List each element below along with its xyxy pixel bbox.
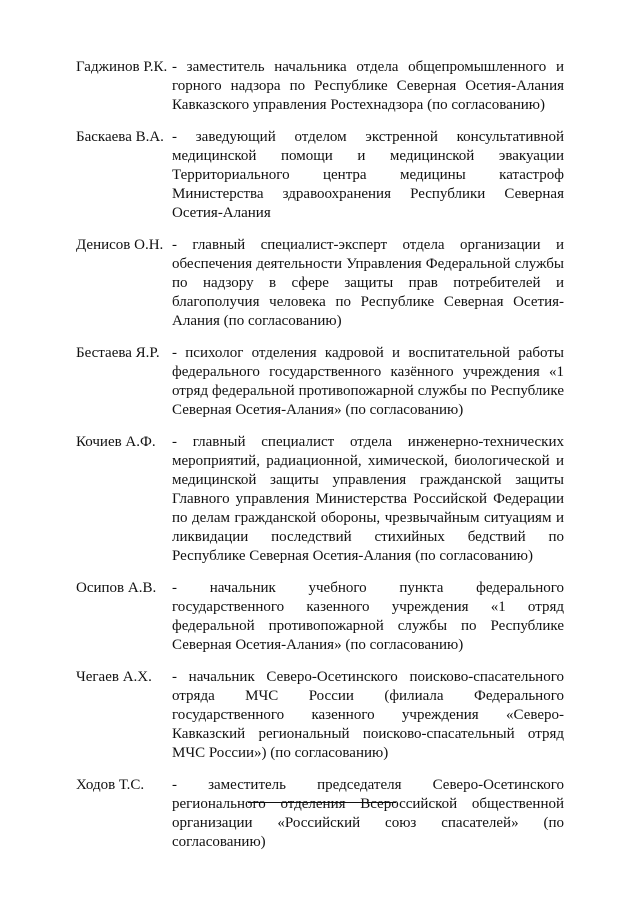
member-description: - заведующий отделом экстренной консультативной медицинской помощи и медицинской эвакуации Территориального центра медицины катастроф Министерства здравоохранения Республики Северная Осетия-Алания <box>172 129 564 221</box>
member-entry <box>76 236 564 331</box>
member-description: - начальник Северо-Осетинского поисково-спасательного отряда МЧС России (филиала Федерального государственного казенного учреждения «Северо-Кавказский региональный поисково-спасательный отряд МЧС России») (по согласованию) <box>172 669 564 761</box>
member-entry <box>76 668 564 763</box>
member-name: Бестаева Я.Р. <box>76 345 160 361</box>
member-name: Денисов О.Н. <box>76 237 164 253</box>
member-name: Гаджинов Р.К. <box>76 59 168 75</box>
member-name: Ходов Т.С. <box>76 777 145 793</box>
member-name: Кочиев А.Ф. <box>76 434 156 450</box>
member-entry <box>76 128 564 223</box>
member-description: - начальник учебного пункта федерального государственного казенного учреждения «1 отряд федеральной противопожарной службы по Республике Северная Осетия-Алания» (по согласованию) <box>172 580 564 653</box>
member-description: - психолог отделения кадровой и воспитательной работы федерального государственного казённого учреждения «1 отряд федеральной противопожарной службы по Республике Северная Осетия-Алания» (по согласованию) <box>172 345 564 418</box>
member-description: - заместитель начальника отдела общепромышленного и горного надзора по Республике Северная Осетия-Алания Кавказского управления Ростехнадзора (по согласованию) <box>172 59 564 113</box>
closing-divider-line <box>248 802 396 803</box>
member-name: Чегаев А.Х. <box>76 669 152 685</box>
member-entry <box>76 58 564 115</box>
member-description: - заместитель председателя Северо-Осетинского регионального отделения Всероссийской общественной организации «Российский союз спасателей» (по согласованию) <box>172 777 564 850</box>
member-entry <box>76 776 564 852</box>
member-description: - главный специалист-эксперт отдела организации и обеспечения деятельности Управления Федеральной службы по надзору в сфере защиты прав потребителей и благополучия человека по Республике Северная Осетия-Алания (по согласованию) <box>172 237 564 329</box>
member-list <box>76 58 564 865</box>
member-entry <box>76 433 564 566</box>
member-entry <box>76 344 564 420</box>
member-name: Баскаева В.А. <box>76 129 164 145</box>
member-entry <box>76 579 564 655</box>
member-description: - главный специалист отдела инженерно-технических мероприятий, радиационной, химической, биологической и медицинской защиты управления гражданской защиты Главного управления Министерства Российской Федерации по делам гражданской обороны, чрезвычайным ситуациям и ликвидации последствий стихийных бедствий по Республике Северная Осетия-Алания (по согласованию) <box>172 434 564 564</box>
member-name: Осипов А.В. <box>76 580 157 596</box>
